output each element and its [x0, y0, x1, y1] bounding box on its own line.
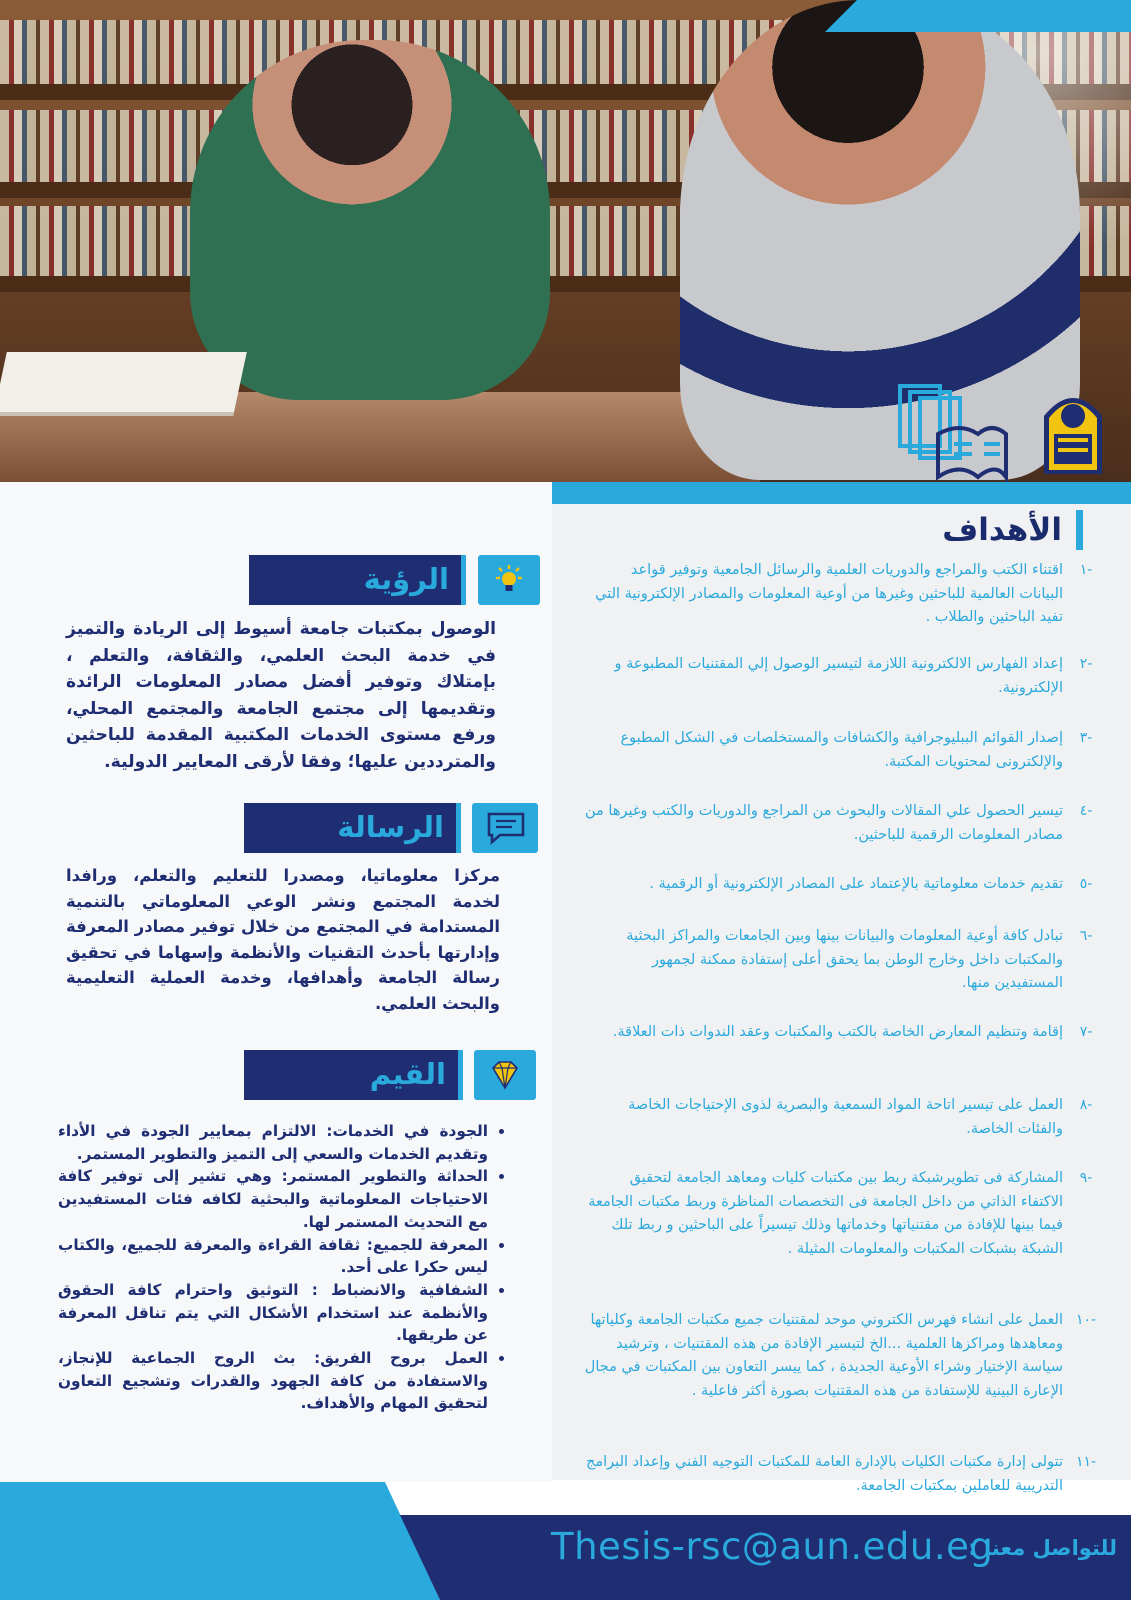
- goal-item: [583, 1167, 1093, 1261]
- student-reading: [680, 0, 1080, 480]
- goal-text: تبادل كافة أوعية المعلومات والبيانات بينها وبين الجامعات والمراكز البحثية والمكتبات داخل وخارج الوطن بما يحقق أعلى إستفادة ممكنة لجمهور المستفيدين منها.: [626, 928, 1063, 991]
- goal-number: -١١: [1075, 1454, 1097, 1470]
- vision-title: الرؤية: [363, 562, 449, 596]
- goal-number: -٧: [1079, 1024, 1093, 1040]
- books-stack-logo: [898, 382, 1008, 482]
- values-title: القيم: [369, 1057, 446, 1091]
- goal-text: اقتناء الكتب والمراجع والدوريات العلمية والرسائل الجامعية وتوفير قواعد البيانات العالمية للباحثين وغيرها من أوعية المعلومات والمصادر الإلكترونية التي تفيد الباحثين والطلاب .: [595, 562, 1063, 625]
- goal-item: [583, 873, 1093, 897]
- values-item: • الجودة في الخدمات: الالتزام بمعايير الجودة في الأداء وتقديم الخدمات والسعي إلى التميز والتطوير المستمر.: [58, 1120, 488, 1165]
- goal-text: إقامة وتنظيم المعارض الخاصة بالكتب والمكتبات وعقد الندوات ذات العلاقة.: [612, 1024, 1063, 1040]
- values-item: • الحداثة والتطوير المستمر: وهي تشير إلى توفير كافة الاحتياجات المعلوماتية والبحثية لكافه فئات المستفيدين مع التحديث المستمر لها.: [58, 1165, 488, 1233]
- goal-item: [583, 1309, 1097, 1403]
- open-book: [0, 352, 247, 416]
- goal-item: [583, 559, 1093, 630]
- mission-header: [244, 803, 461, 853]
- goal-number: -٣: [1079, 730, 1093, 746]
- goals-title: الأهداف: [942, 510, 1083, 550]
- goal-number: -١: [1079, 562, 1093, 578]
- values-list: [58, 1120, 510, 1415]
- goal-number: -١٠: [1075, 1312, 1097, 1328]
- goal-text: العمل على تيسير اتاحة المواد السمعية والبصرية لذوى الإحتياجات الخاصة والفئات الخاصة.: [628, 1097, 1063, 1137]
- header-photo: [0, 0, 1131, 482]
- vision-header: [249, 555, 466, 605]
- university-seal-logo: [1040, 386, 1106, 478]
- student-reading: [190, 40, 550, 400]
- goal-text: تتولى إدارة مكتبات الكليات بالإدارة العامة للمكتبات التوجيه الفني وإعداد البرامج التدريبية للعاملين بمكتبات الجامعة.: [586, 1454, 1063, 1494]
- goal-number: -٩: [1079, 1170, 1093, 1186]
- message-icon: [472, 803, 538, 853]
- goal-text: العمل على انشاء فهرس الكتروني موحد لمقتنيات جميع مكتبات الجامعة وكلياتها ومعاهدها ومراكزها العلمية ...الخ لتيسير الإفادة من هذه المقتنيات ، وترشيد سياسة الإختيار وشراء الأوعية الجديدة ، كما ييسر التعاون بين المكتبات في مجال الإعارة البينية للإستفادة من هذه المقتنيات بصورة أكثر فاعلية .: [584, 1312, 1063, 1399]
- contact-email-link[interactable]: Thesis-rsc@aun.edu.eg: [551, 1525, 994, 1568]
- goal-text: تيسير الحصول علي المقالات والبحوث من المراجع والدوريات والكتب وغيرها من مصادر المعلومات الرقمية للباحثين.: [585, 803, 1063, 843]
- goal-number: -٦: [1079, 928, 1093, 944]
- goal-number: -٢: [1079, 656, 1093, 672]
- goal-item: [583, 800, 1093, 847]
- goal-text: إصدار القوائم الببليوجرافية والكشافات والمستخلصات في الشكل المطبوع والإلكترونى لمحتويات المكتبة.: [620, 730, 1063, 770]
- lightbulb-icon: [478, 555, 540, 605]
- mission-title: الرسالة: [337, 810, 444, 844]
- contact-label: للتواصل معنا :: [968, 1536, 1117, 1560]
- goal-item: [583, 653, 1093, 700]
- footer-accent: [0, 1482, 440, 1600]
- values-item: • الشفافية والانضباط : التوثيق واحترام كافة الحقوق والأنظمة عند استخدام الأشكال التي يتم تناقل المعرفة عن طريقها.: [58, 1279, 488, 1347]
- goal-number: -٤: [1079, 803, 1093, 819]
- goal-item: [583, 1094, 1093, 1141]
- goal-text: إعداد الفهارس الالكترونية اللازمة لتيسير الوصول إلي المقتنيات المطبوعة و الإلكترونية.: [614, 656, 1063, 696]
- values-item: • العمل بروح الفريق: بث الروح الجماعية للإنجاز، والاستفادة من كافة الجهود والقدرات وتشجيع التعاون لتحقيق المهام والأهداف.: [58, 1347, 488, 1415]
- goal-text: تقديم خدمات معلوماتية بالإعتماد على المصادر الإلكترونية أو الرقمية .: [649, 876, 1063, 892]
- goal-number: -٨: [1079, 1097, 1093, 1113]
- goal-item: [583, 1451, 1097, 1498]
- photo-accent-band: [825, 0, 1131, 32]
- mission-text: مركزا معلوماتيا، ومصدرا للتعليم والتعلم، ورافدا لخدمة المجتمع ونشر الوعي المعلوماتي بالتنمية المستدامة في المجتمع من خلال توفير مصادر المعرفة وإدارتها بأحدث التقنيات والأنظمة وإسهاما في تحقيق رسالة الجامعة وأهدافها، وخدمة العملية التعليمية والبحث العلمي.: [66, 866, 500, 1013]
- goal-item: [583, 727, 1093, 774]
- diamond-icon: [474, 1050, 536, 1100]
- values-item: • المعرفة للجميع: ثقافة القراءة والمعرفة للجميع، والكتاب ليس حكرا على أحد.: [58, 1234, 488, 1279]
- goal-item: [583, 1021, 1093, 1045]
- goal-text: المشاركة فى تطويرشبكة ربط بين مكتبات كليات ومعاهد الجامعة لتحقيق الاكتفاء الذاتي من داخل الجامعة فى التخصصات المناظرة وربط مكتبات الجامعة فيما بينها للإفادة من مقتنياتها وخدماتها وذلك تيسيراً على الباحثين و ربط تلك الشبكة بشبكات المكتبات والمعلومات المثيلة .: [588, 1170, 1063, 1257]
- values-header: [244, 1050, 463, 1100]
- vision-text: الوصول بمكتبات جامعة أسيوط إلى الريادة والتميز في خدمة البحث العلمي، والثقافة، والتعلم ، بإمتلاك وتوفير أفضل مصادر المعلومات الرائدة وتقديمها إلى مجتمع الجامعة والمجتمع المحلي، ورفع مستوى الخدمات المكتبية المقدمة للباحثين والمترددين عليها؛ وفقا لأرقى المعايير الدولية.: [66, 619, 496, 772]
- goal-item: [583, 925, 1093, 996]
- goal-number: -٥: [1079, 876, 1093, 892]
